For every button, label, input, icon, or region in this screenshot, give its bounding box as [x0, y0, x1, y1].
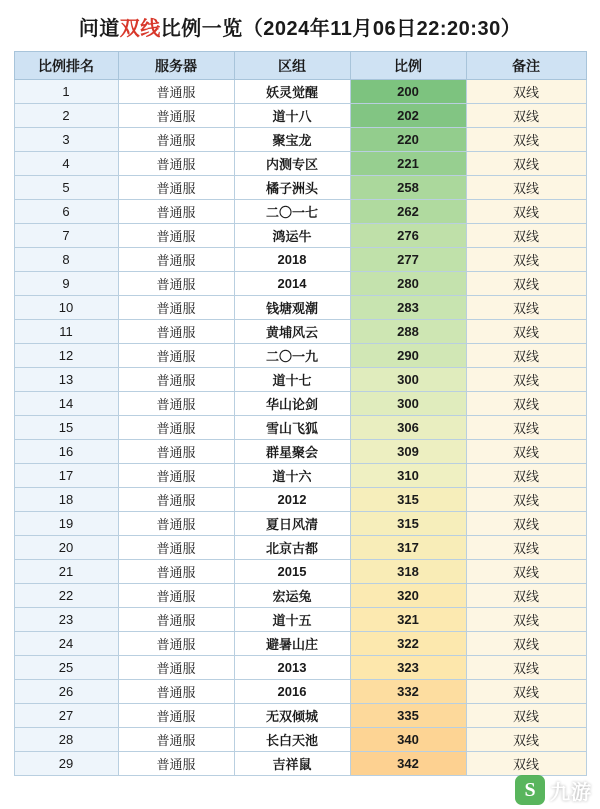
column-header-rank: 比例排名 [14, 52, 118, 80]
cell-server: 普通服 [118, 440, 234, 464]
cell-rank: 22 [14, 584, 118, 608]
table-row [14, 416, 586, 440]
table-body [14, 80, 586, 776]
cell-rank: 8 [14, 248, 118, 272]
cell-server: 普通服 [118, 224, 234, 248]
cell-note: 双线 [466, 200, 586, 224]
cell-ratio: 288 [350, 320, 466, 344]
cell-zone: 2018 [234, 248, 350, 272]
table-row [14, 560, 586, 584]
cell-ratio: 277 [350, 248, 466, 272]
cell-ratio: 317 [350, 536, 466, 560]
cell-note: 双线 [466, 656, 586, 680]
cell-server: 普通服 [118, 728, 234, 752]
cell-server: 普通服 [118, 488, 234, 512]
ratio-table [14, 51, 587, 776]
cell-note: 双线 [466, 128, 586, 152]
cell-rank: 19 [14, 512, 118, 536]
table-row [14, 176, 586, 200]
cell-zone: 吉祥鼠 [234, 752, 350, 776]
cell-ratio: 315 [350, 488, 466, 512]
cell-zone: 道十八 [234, 104, 350, 128]
cell-server: 普通服 [118, 152, 234, 176]
cell-server: 普通服 [118, 344, 234, 368]
cell-zone: 道十七 [234, 368, 350, 392]
table-row [14, 704, 586, 728]
cell-rank: 23 [14, 608, 118, 632]
cell-ratio: 315 [350, 512, 466, 536]
cell-ratio: 258 [350, 176, 466, 200]
cell-zone: 2016 [234, 680, 350, 704]
watermark-badge-icon: S [515, 775, 545, 805]
cell-ratio: 320 [350, 584, 466, 608]
table-row [14, 584, 586, 608]
table-row [14, 680, 586, 704]
title-suffix: ） [500, 18, 522, 40]
cell-zone: 宏运兔 [234, 584, 350, 608]
cell-zone: 二〇一七 [234, 200, 350, 224]
cell-zone: 避暑山庄 [234, 632, 350, 656]
cell-rank: 18 [14, 488, 118, 512]
cell-rank: 11 [14, 320, 118, 344]
cell-zone: 黄埔风云 [234, 320, 350, 344]
cell-ratio: 290 [350, 344, 466, 368]
column-header-server: 服务器 [118, 52, 234, 80]
cell-server: 普通服 [118, 704, 234, 728]
table-row [14, 200, 586, 224]
cell-note: 双线 [466, 584, 586, 608]
cell-note: 双线 [466, 176, 586, 200]
cell-rank: 27 [14, 704, 118, 728]
table-row [14, 80, 586, 104]
cell-zone: 聚宝龙 [234, 128, 350, 152]
cell-rank: 16 [14, 440, 118, 464]
cell-server: 普通服 [118, 656, 234, 680]
cell-server: 普通服 [118, 416, 234, 440]
cell-ratio: 221 [350, 152, 466, 176]
cell-ratio: 309 [350, 440, 466, 464]
watermark [515, 775, 592, 805]
cell-ratio: 322 [350, 632, 466, 656]
table-row [14, 536, 586, 560]
cell-rank: 6 [14, 200, 118, 224]
cell-zone: 雪山飞狐 [234, 416, 350, 440]
cell-zone: 内测专区 [234, 152, 350, 176]
cell-note: 双线 [466, 104, 586, 128]
table-row [14, 152, 586, 176]
cell-server: 普通服 [118, 608, 234, 632]
cell-server: 普通服 [118, 752, 234, 776]
cell-ratio: 332 [350, 680, 466, 704]
cell-ratio: 262 [350, 200, 466, 224]
cell-rank: 2 [14, 104, 118, 128]
cell-zone: 道十六 [234, 464, 350, 488]
watermark-text: 九游 [550, 781, 592, 804]
cell-server: 普通服 [118, 536, 234, 560]
cell-server: 普通服 [118, 320, 234, 344]
cell-rank: 26 [14, 680, 118, 704]
cell-ratio: 300 [350, 368, 466, 392]
cell-server: 普通服 [118, 128, 234, 152]
cell-note: 双线 [466, 608, 586, 632]
title-highlight: 双线 [119, 18, 161, 40]
cell-server: 普通服 [118, 104, 234, 128]
cell-ratio: 280 [350, 272, 466, 296]
cell-server: 普通服 [118, 368, 234, 392]
cell-note: 双线 [466, 560, 586, 584]
table-row [14, 632, 586, 656]
cell-rank: 12 [14, 344, 118, 368]
cell-ratio: 318 [350, 560, 466, 584]
cell-note: 双线 [466, 296, 586, 320]
cell-ratio: 335 [350, 704, 466, 728]
table-header-row [14, 52, 586, 80]
cell-note: 双线 [466, 464, 586, 488]
cell-zone: 鸿运牛 [234, 224, 350, 248]
cell-rank: 5 [14, 176, 118, 200]
table-row [14, 608, 586, 632]
page-title [0, 0, 600, 51]
cell-ratio: 340 [350, 728, 466, 752]
cell-zone: 妖灵觉醒 [234, 80, 350, 104]
cell-zone: 2014 [234, 272, 350, 296]
cell-zone: 无双倾城 [234, 704, 350, 728]
cell-zone: 群星聚会 [234, 440, 350, 464]
cell-ratio: 276 [350, 224, 466, 248]
table-row [14, 128, 586, 152]
cell-rank: 13 [14, 368, 118, 392]
cell-rank: 28 [14, 728, 118, 752]
cell-zone: 2012 [234, 488, 350, 512]
cell-note: 双线 [466, 248, 586, 272]
cell-rank: 21 [14, 560, 118, 584]
cell-rank: 25 [14, 656, 118, 680]
cell-server: 普通服 [118, 80, 234, 104]
cell-note: 双线 [466, 80, 586, 104]
table-row [14, 104, 586, 128]
cell-rank: 17 [14, 464, 118, 488]
cell-rank: 9 [14, 272, 118, 296]
cell-rank: 24 [14, 632, 118, 656]
table-row [14, 512, 586, 536]
cell-note: 双线 [466, 752, 586, 776]
cell-note: 双线 [466, 392, 586, 416]
cell-note: 双线 [466, 728, 586, 752]
cell-ratio: 321 [350, 608, 466, 632]
cell-rank: 3 [14, 128, 118, 152]
cell-note: 双线 [466, 272, 586, 296]
cell-ratio: 220 [350, 128, 466, 152]
table-row [14, 320, 586, 344]
cell-ratio: 342 [350, 752, 466, 776]
cell-note: 双线 [466, 344, 586, 368]
table-row [14, 344, 586, 368]
cell-rank: 29 [14, 752, 118, 776]
cell-zone: 道十五 [234, 608, 350, 632]
cell-note: 双线 [466, 536, 586, 560]
cell-note: 双线 [466, 704, 586, 728]
cell-note: 双线 [466, 632, 586, 656]
cell-note: 双线 [466, 368, 586, 392]
cell-zone: 华山论剑 [234, 392, 350, 416]
cell-ratio: 202 [350, 104, 466, 128]
cell-rank: 14 [14, 392, 118, 416]
cell-ratio: 300 [350, 392, 466, 416]
cell-zone: 二〇一九 [234, 344, 350, 368]
cell-note: 双线 [466, 320, 586, 344]
cell-zone: 北京古都 [234, 536, 350, 560]
cell-rank: 20 [14, 536, 118, 560]
cell-server: 普通服 [118, 272, 234, 296]
cell-note: 双线 [466, 488, 586, 512]
table-row [14, 752, 586, 776]
cell-server: 普通服 [118, 512, 234, 536]
cell-ratio: 283 [350, 296, 466, 320]
table-row [14, 368, 586, 392]
cell-server: 普通服 [118, 584, 234, 608]
cell-zone: 2015 [234, 560, 350, 584]
cell-zone: 2013 [234, 656, 350, 680]
cell-note: 双线 [466, 416, 586, 440]
cell-ratio: 310 [350, 464, 466, 488]
table-row [14, 224, 586, 248]
cell-rank: 1 [14, 80, 118, 104]
cell-note: 双线 [466, 512, 586, 536]
cell-note: 双线 [466, 440, 586, 464]
cell-rank: 4 [14, 152, 118, 176]
cell-rank: 10 [14, 296, 118, 320]
table-row [14, 488, 586, 512]
cell-server: 普通服 [118, 680, 234, 704]
cell-server: 普通服 [118, 632, 234, 656]
cell-note: 双线 [466, 224, 586, 248]
cell-ratio: 323 [350, 656, 466, 680]
table-row [14, 656, 586, 680]
cell-zone: 长白天池 [234, 728, 350, 752]
cell-note: 双线 [466, 680, 586, 704]
cell-server: 普通服 [118, 248, 234, 272]
cell-zone: 夏日风清 [234, 512, 350, 536]
cell-rank: 7 [14, 224, 118, 248]
title-prefix: 问道 [78, 18, 120, 40]
cell-ratio: 200 [350, 80, 466, 104]
table-row [14, 272, 586, 296]
table-row [14, 440, 586, 464]
cell-rank: 15 [14, 416, 118, 440]
table-row [14, 296, 586, 320]
cell-server: 普通服 [118, 176, 234, 200]
cell-server: 普通服 [118, 296, 234, 320]
cell-note: 双线 [466, 152, 586, 176]
table-row [14, 248, 586, 272]
table-row [14, 728, 586, 752]
table-row [14, 464, 586, 488]
cell-zone: 橘子洲头 [234, 176, 350, 200]
table-row [14, 392, 586, 416]
column-header-zone: 区组 [234, 52, 350, 80]
cell-server: 普通服 [118, 200, 234, 224]
cell-server: 普通服 [118, 392, 234, 416]
column-header-ratio: 比例 [350, 52, 466, 80]
cell-server: 普通服 [118, 560, 234, 584]
title-middle: 比例一览（ [160, 18, 264, 40]
cell-zone: 钱塘观潮 [234, 296, 350, 320]
cell-ratio: 306 [350, 416, 466, 440]
cell-server: 普通服 [118, 464, 234, 488]
title-datetime: 2024年11月06日22:20:30 [263, 18, 501, 40]
column-header-note: 备注 [466, 52, 586, 80]
